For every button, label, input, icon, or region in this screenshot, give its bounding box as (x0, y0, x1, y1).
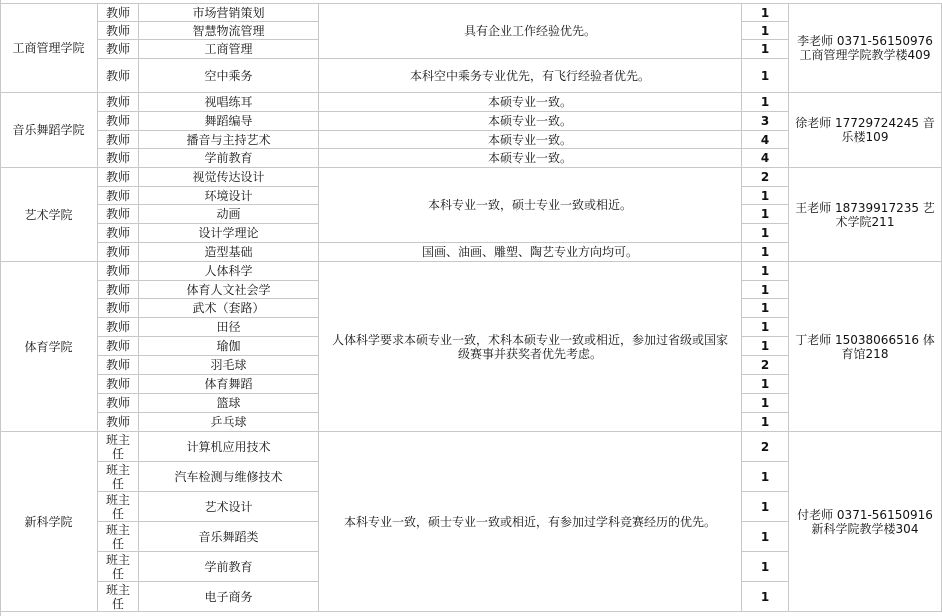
major-cell (139, 318, 319, 337)
role-cell (98, 432, 139, 462)
major-cell (139, 552, 319, 582)
major-cell-text: 舞蹈编导 (204, 114, 253, 128)
count-cell-text: 1 (760, 95, 770, 109)
count-cell-text: 1 (760, 377, 770, 391)
count-cell-text: 2 (760, 358, 770, 372)
count-cell (742, 93, 789, 112)
requirement-cell (319, 149, 742, 168)
role-cell-text: 教师 (105, 226, 130, 240)
major-cell-text: 环境设计 (204, 188, 253, 203)
role-cell (98, 582, 139, 612)
major-cell-text: 体育人文社会学 (186, 282, 271, 297)
major-cell (139, 22, 319, 40)
requirement-cell (319, 168, 742, 243)
count-cell (742, 522, 789, 552)
role-cell (98, 337, 139, 356)
college-cell (0, 262, 98, 432)
count-cell-text: 1 (760, 264, 770, 278)
count-cell (742, 224, 789, 243)
college-cell (0, 168, 98, 262)
count-cell (742, 187, 789, 205)
role-cell-text: 教师 (105, 377, 130, 391)
major-cell-text: 乒乓球 (210, 415, 247, 429)
count-cell (742, 22, 789, 40)
count-cell-text: 1 (760, 301, 770, 315)
role-cell (98, 318, 139, 337)
count-cell-text: 1 (760, 415, 770, 429)
count-cell-text: 1 (760, 226, 770, 240)
count-cell-text: 2 (760, 170, 770, 184)
count-cell-text: 1 (760, 5, 770, 20)
major-cell-text: 学前教育 (204, 151, 253, 165)
college-cell-text: 艺术学院 (24, 207, 73, 222)
requirement-cell-text: 本硕专业一致。 (487, 151, 572, 165)
role-cell-text: 教师 (105, 339, 130, 353)
role-cell (98, 187, 139, 205)
role-cell (98, 299, 139, 318)
role-cell (98, 356, 139, 375)
major-cell (139, 187, 319, 205)
requirement-cell (319, 262, 742, 432)
requirement-cell (319, 59, 742, 93)
role-cell (98, 262, 139, 281)
role-cell (98, 205, 139, 224)
left-edge (0, 0, 1, 616)
role-cell-text: 教师 (105, 415, 130, 429)
major-cell (139, 205, 319, 224)
contact-cell-text: 徐老师 17729724245 音乐楼109 (795, 116, 935, 144)
count-cell (742, 337, 789, 356)
role-cell (98, 462, 139, 492)
role-cell (98, 552, 139, 582)
count-cell (742, 281, 789, 299)
count-cell (742, 205, 789, 224)
college-cell-text: 体育学院 (24, 339, 73, 354)
major-cell-text: 计算机应用技术 (186, 439, 271, 454)
contact-cell-text: 李老师 0371-56150976 工商管理学院教学楼409 (797, 34, 933, 62)
count-cell-text: 1 (760, 396, 770, 410)
count-cell-text: 4 (760, 132, 770, 147)
major-cell (139, 224, 319, 243)
major-cell-text: 汽车检测与维修技术 (174, 469, 283, 484)
role-cell-text: 教师 (105, 95, 130, 109)
role-cell-text: 班主任 (105, 462, 130, 491)
major-cell-text: 动画 (216, 207, 241, 221)
count-cell (742, 131, 789, 149)
requirement-cell-text: 国画、油画、雕塑、陶艺专业方向均可。 (421, 245, 638, 259)
role-cell-text: 教师 (105, 23, 130, 38)
count-cell (742, 4, 789, 22)
role-cell (98, 224, 139, 243)
major-cell-text: 市场营销策划 (192, 5, 265, 20)
role-cell-text: 教师 (105, 207, 130, 221)
major-cell (139, 262, 319, 281)
major-cell-text: 播音与主持艺术 (186, 132, 271, 147)
major-cell-text: 人体科学 (204, 264, 253, 278)
role-cell (98, 59, 139, 93)
requirement-cell-text: 本硕专业一致。 (487, 114, 572, 128)
role-cell-text: 教师 (105, 245, 130, 259)
role-cell-text: 班主任 (105, 522, 130, 551)
requirement-cell-text: 人体科学要求本硕专业一致，术科本硕专业一致或相近，参加过省级或国家级赛事并获奖者优先考虑。 (331, 332, 728, 361)
count-cell-text: 3 (760, 114, 770, 128)
role-cell-text: 教师 (105, 132, 130, 147)
college-cell (0, 432, 98, 612)
count-cell (742, 59, 789, 93)
requirement-cell (319, 432, 742, 612)
major-cell-text: 空中乘务 (204, 68, 253, 83)
college-cell-text: 音乐舞蹈学院 (12, 123, 85, 137)
count-cell (742, 552, 789, 582)
role-cell-text: 班主任 (105, 492, 130, 521)
role-cell (98, 492, 139, 522)
major-cell-text: 体育舞蹈 (204, 377, 253, 391)
role-cell (98, 149, 139, 168)
count-cell (742, 318, 789, 337)
count-cell (742, 356, 789, 375)
major-cell (139, 4, 319, 22)
count-cell-text: 1 (760, 68, 770, 83)
major-cell-text: 设计学理论 (198, 226, 259, 240)
role-cell-text: 教师 (105, 68, 130, 83)
major-cell (139, 149, 319, 168)
major-cell-text: 羽毛球 (210, 358, 247, 372)
major-cell (139, 356, 319, 375)
contact-cell-text: 付老师 0371-56150916 新科学院教学楼304 (797, 507, 933, 536)
requirement-cell-text: 本科专业一致，硕士专业一致或相近。 (427, 198, 632, 212)
major-cell (139, 281, 319, 299)
major-cell (139, 375, 319, 394)
count-cell (742, 462, 789, 492)
role-cell (98, 413, 139, 432)
requirement-cell-text: 本科空中乘务专业优先，有飞行经验者优先。 (409, 68, 650, 83)
contact-cell (789, 168, 942, 262)
count-cell-text: 1 (760, 23, 770, 38)
contact-cell-text: 丁老师 15038066516 体育馆218 (795, 332, 935, 361)
contact-cell (789, 262, 942, 432)
major-cell-text: 武术（套路） (192, 301, 265, 315)
count-cell-text: 4 (760, 151, 770, 165)
count-cell (742, 375, 789, 394)
major-cell (139, 394, 319, 413)
major-cell-text: 学前教育 (204, 559, 253, 574)
role-cell (98, 243, 139, 262)
major-cell (139, 413, 319, 432)
requirement-cell (319, 93, 742, 112)
count-cell (742, 299, 789, 318)
role-cell-text: 教师 (105, 170, 130, 184)
count-cell (742, 112, 789, 131)
count-cell-text: 1 (760, 207, 770, 221)
requirement-cell-text: 本硕专业一致。 (487, 95, 572, 109)
major-cell-text: 瑜伽 (216, 339, 241, 353)
count-cell-text: 1 (760, 589, 770, 604)
major-cell-text: 艺术设计 (204, 499, 253, 514)
role-cell-text: 班主任 (105, 582, 130, 611)
requirement-cell (319, 131, 742, 149)
major-cell (139, 59, 319, 93)
count-cell-text: 1 (760, 499, 770, 514)
role-cell (98, 22, 139, 40)
count-cell-text: 1 (760, 245, 770, 259)
role-cell (98, 281, 139, 299)
major-cell-text: 田径 (216, 320, 241, 334)
role-cell-text: 教师 (105, 42, 130, 56)
role-cell (98, 394, 139, 413)
major-cell (139, 582, 319, 612)
count-cell (742, 149, 789, 168)
major-cell (139, 112, 319, 131)
role-cell (98, 168, 139, 187)
major-cell-text: 篮球 (216, 396, 241, 410)
major-cell (139, 492, 319, 522)
major-cell (139, 522, 319, 552)
count-cell (742, 168, 789, 187)
count-cell (742, 492, 789, 522)
contact-cell (789, 93, 942, 168)
role-cell (98, 112, 139, 131)
count-cell (742, 582, 789, 612)
role-cell (98, 40, 139, 59)
role-cell-text: 教师 (105, 358, 130, 372)
major-cell-text: 电子商务 (204, 589, 253, 604)
role-cell-text: 教师 (105, 320, 130, 334)
major-cell (139, 299, 319, 318)
count-cell-text: 1 (760, 339, 770, 353)
requirement-cell-text: 本硕专业一致。 (487, 132, 572, 147)
count-cell-text: 1 (760, 559, 770, 574)
college-cell (0, 4, 98, 93)
major-cell-text: 造型基础 (204, 245, 253, 259)
count-cell-text: 1 (760, 529, 770, 544)
requirement-cell-text: 本科专业一致，硕士专业一致或相近，有参加过学科竞赛经历的优先。 (343, 514, 716, 529)
count-cell (742, 243, 789, 262)
role-cell-text: 教师 (105, 151, 130, 165)
major-cell (139, 337, 319, 356)
major-cell (139, 432, 319, 462)
role-cell-text: 教师 (105, 301, 130, 315)
role-cell-text: 教师 (105, 5, 130, 20)
major-cell-text: 工商管理 (204, 42, 253, 56)
college-cell (0, 93, 98, 168)
requirement-cell (319, 4, 742, 59)
requirement-cell (319, 112, 742, 131)
major-cell-text: 视觉传达设计 (192, 170, 265, 184)
contact-cell (789, 432, 942, 612)
major-cell (139, 93, 319, 112)
count-cell-text: 1 (760, 469, 770, 484)
role-cell-text: 教师 (105, 282, 130, 297)
role-cell (98, 93, 139, 112)
major-cell-text: 智慧物流管理 (192, 23, 265, 38)
requirement-cell-text: 具有企业工作经验优先。 (463, 24, 596, 38)
role-cell-text: 班主任 (105, 552, 130, 581)
role-cell-text: 教师 (105, 188, 130, 203)
role-cell-text: 教师 (105, 114, 130, 128)
major-cell (139, 40, 319, 59)
role-cell (98, 522, 139, 552)
count-cell-text: 1 (760, 320, 770, 334)
count-cell-text: 1 (760, 188, 770, 203)
role-cell (98, 131, 139, 149)
contact-cell (789, 4, 942, 93)
count-cell-text: 1 (760, 42, 770, 56)
count-cell (742, 413, 789, 432)
count-cell (742, 394, 789, 413)
major-cell (139, 462, 319, 492)
college-cell-text: 新科学院 (24, 514, 73, 529)
major-cell-text: 音乐舞蹈类 (198, 529, 259, 544)
count-cell (742, 40, 789, 59)
requirement-cell (319, 243, 742, 262)
count-cell-text: 1 (760, 282, 770, 297)
major-cell-text: 视唱练耳 (204, 95, 253, 109)
count-cell (742, 432, 789, 462)
contact-cell-text: 王老师 18739917235 艺术学院211 (795, 200, 935, 229)
role-cell-text: 班主任 (105, 432, 130, 461)
major-cell (139, 168, 319, 187)
count-cell-text: 2 (760, 439, 770, 454)
count-cell (742, 262, 789, 281)
role-cell-text: 教师 (105, 264, 130, 278)
college-cell-text: 工商管理学院 (12, 41, 85, 55)
role-cell-text: 教师 (105, 396, 130, 410)
major-cell (139, 131, 319, 149)
role-cell (98, 375, 139, 394)
major-cell (139, 243, 319, 262)
role-cell (98, 4, 139, 22)
